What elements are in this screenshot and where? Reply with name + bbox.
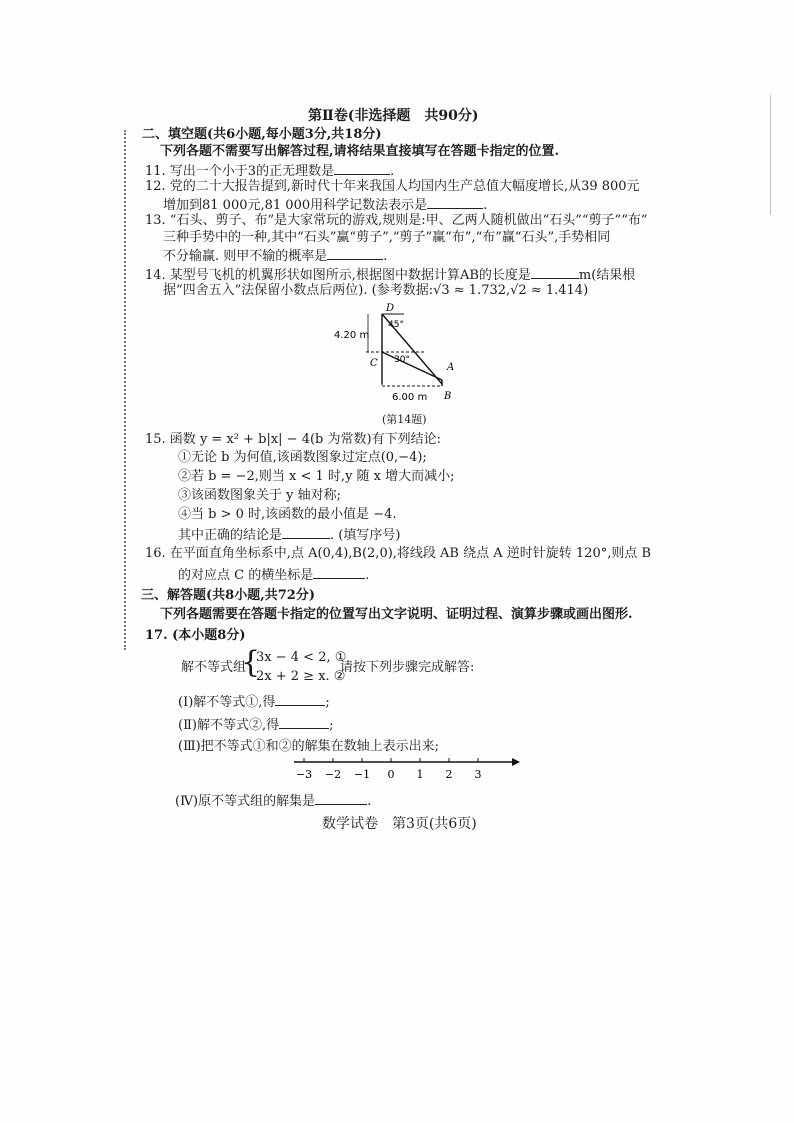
tick-label: 0 (387, 768, 395, 781)
question-14-unit: m(结果根 (578, 268, 636, 283)
answer-blank-12 (427, 196, 483, 209)
perforation-line (124, 130, 126, 650)
number-line (290, 752, 520, 786)
question-13-line2: 三种手势中的一种,其中“石头”赢“剪子”,“剪子”赢“布”,“布”赢“石头”,手势相同 (163, 230, 611, 245)
answer-blank-14 (531, 266, 579, 279)
page-edge (770, 95, 771, 215)
step-4-text: (Ⅳ)原不等式组的解集是 (175, 794, 316, 809)
step-2-text: (Ⅱ)解不等式②,得 (178, 718, 280, 733)
question-13-line3 (163, 247, 387, 265)
section2-instruction: 下列各题不需要写出解答过程,请将结果直接填写在答题卡指定的位置. (160, 144, 560, 159)
question-16-line2 (178, 566, 369, 584)
answer-blank-13 (327, 247, 383, 260)
tick-label: −2 (324, 768, 342, 781)
question-17-head: 17. (本小题8分) (145, 628, 246, 643)
question-14-line2: 据“四舍五入”法保留小数点后两位). (参考数据:√3 ≈ 1.732,√2 ≈ 1.414) (163, 283, 589, 298)
wing-figure (334, 300, 474, 412)
question-15-c2: ②若 b = −2,则当 x < 1 时,y 随 x 增大而减小; (178, 469, 455, 484)
label-b: B (444, 391, 452, 402)
semicolon: ; (325, 695, 330, 710)
question-13-line1: 13. “石头、剪子、布”是大家常玩的游戏,规则是:甲、乙两人随机做出“石头”“剪子”“布” (145, 213, 648, 228)
question-14-text: 14. 某型号飞机的机翼形状如图所示,根据图中数据计算AB的长度是 (145, 268, 531, 283)
section3-instruction: 下列各题需要在答题卡指定的位置写出文字说明、证明过程、演算步骤或画出图形. (160, 607, 633, 622)
step-4 (175, 792, 371, 810)
length-600: 6.00 m (392, 392, 428, 403)
section-title: 第Ⅱ卷(非选择题 共90分) (308, 108, 479, 124)
label-d: D (386, 303, 395, 314)
step-3: (Ⅲ)把不等式①和②的解集在数轴上表示出来; (178, 739, 440, 754)
semicolon: ; (329, 718, 334, 733)
question-14-line1 (145, 266, 635, 284)
question-12-line2 (163, 196, 487, 214)
question-17-lead: 解不等式组 (181, 660, 247, 675)
axis-arrow-icon (512, 758, 520, 766)
question-12-line1: 12. 党的二十大报告提到,新时代十年来我国人均国内生产总值大幅度增长,从39 800元 (145, 179, 640, 194)
question-11 (145, 162, 394, 180)
answer-blank-17-4 (315, 792, 367, 805)
tick-label: −3 (295, 768, 313, 781)
tick-label: 2 (445, 768, 453, 781)
system-brace: { (241, 645, 261, 680)
question-13-text: 不分输赢. 则甲不输的概率是 (163, 249, 328, 264)
answer-blank-17-2 (279, 716, 329, 729)
question-15-c3: ③该函数图象关于 y 轴对称; (178, 488, 341, 503)
question-15-hint: . (填写序号) (330, 528, 401, 543)
period: . (383, 249, 388, 264)
step-1-text: (Ⅰ)解不等式①,得 (178, 695, 276, 710)
answer-blank-15 (282, 526, 330, 539)
label-c: C (370, 358, 378, 369)
question-15-answer (178, 526, 400, 544)
line-ca (382, 352, 442, 380)
period: . (483, 198, 488, 213)
angle-45: 45° (388, 320, 404, 330)
question-11-text: 11. 写出一个小于3的正无理数是 (145, 164, 335, 179)
length-420: 4.20 m (334, 330, 370, 341)
question-12-text: 增加到81 000元,81 000用科学记数法表示是 (163, 198, 428, 213)
step-2 (178, 716, 334, 734)
section2-heading: 二、填空题(共6小题,每小题3分,共18分) (142, 127, 382, 142)
tick-label: −1 (353, 768, 371, 781)
angle-30: 30° (394, 355, 410, 365)
question-16-line1: 16. 在平面直角坐标系中,点 A(0,4),B(2,0),将线段 AB 绕点 A 逆时针旋转 120°,则点 B (145, 546, 652, 561)
period: . (367, 794, 372, 809)
label-a: A (447, 362, 455, 373)
question-15-stem: 15. 函数 y = x² + b|x| − 4(b 为常数)有下列结论: (145, 432, 441, 447)
tick-label: 3 (474, 768, 482, 781)
answer-blank-17-1 (275, 693, 325, 706)
question-16-text: 的对应点 C 的横坐标是 (178, 568, 314, 583)
period: . (390, 164, 395, 179)
inequality-2: 2x + 2 ≥ x. ② (256, 669, 346, 684)
answer-blank-16 (313, 566, 365, 579)
question-17-tail: 请按下列步骤完成解答: (340, 660, 475, 675)
figure-caption: (第14题) (382, 413, 427, 426)
page-footer: 数学试卷 第3页(共6页) (322, 816, 477, 832)
step-1 (178, 693, 330, 711)
section3-heading: 三、解答题(共8小题,共72分) (141, 588, 315, 603)
question-15-c4: ④当 b > 0 时,该函数的最小值是 −4. (178, 507, 397, 522)
inequality-1: 3x − 4 < 2, ① (256, 650, 347, 665)
question-15-answer-text: 其中正确的结论是 (178, 528, 283, 543)
question-15-c1: ①无论 b 为何值,该函数图象过定点(0,−4); (178, 450, 427, 465)
tick-label: 1 (416, 768, 424, 781)
period: . (365, 568, 370, 583)
answer-blank-11 (334, 162, 390, 175)
